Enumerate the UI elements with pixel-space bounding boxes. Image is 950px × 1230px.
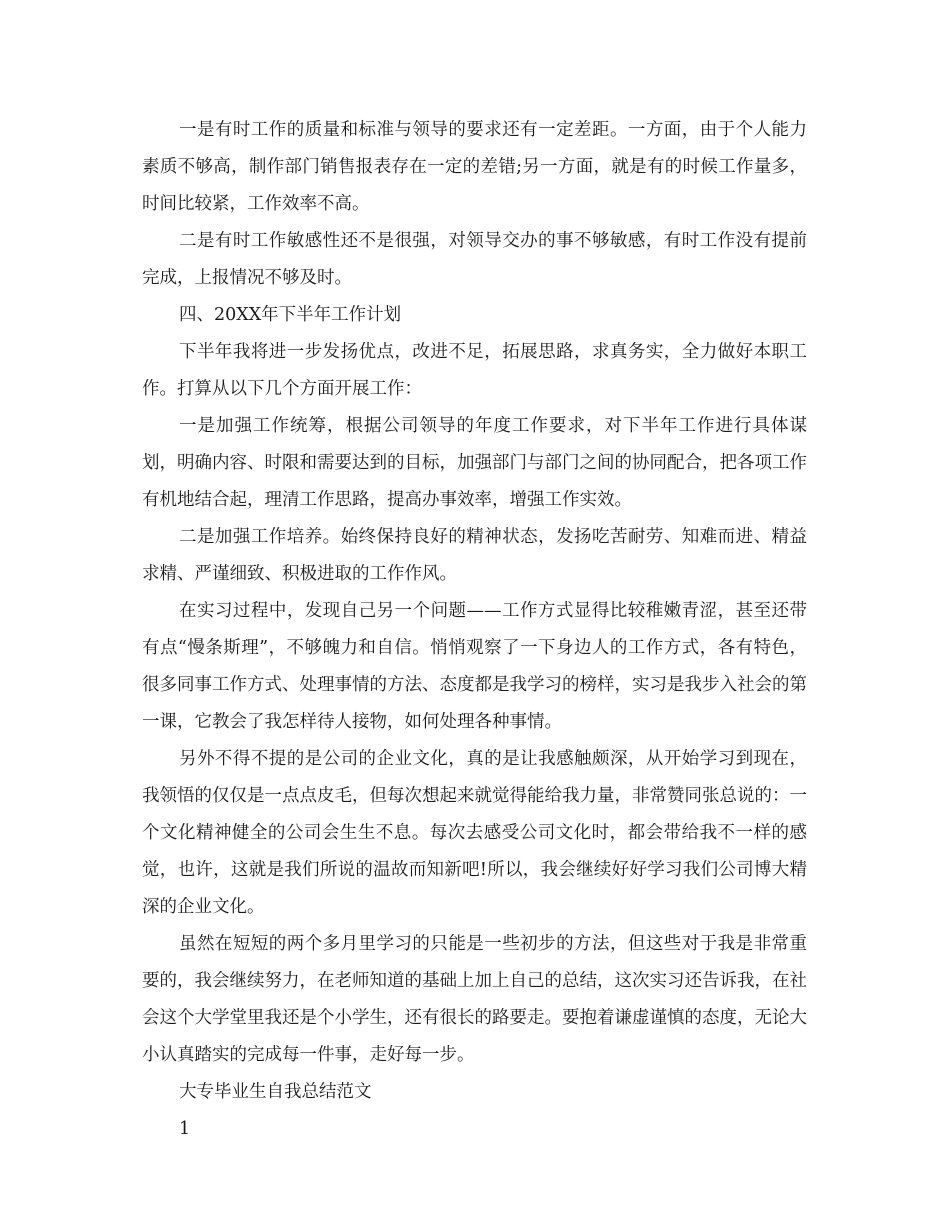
paragraph-shortcomings-1: 一是有时工作的质量和标准与领导的要求还有一定差距。一方面，由于个人能力素质不够高，制作部门销售报表存在一定的差错;另一方面，就是有的时候工作量多，时间比较紧，工作效率不高。 (142, 120, 807, 214)
paragraph-conclusion: 虽然在短短的两个多月里学习的只能是一些初步的方法，但这些对于我是非常重要的，我会继续努力，在老师知道的基础上加上自己的总结，这次实习还告诉我，在社会这个大学堂里我还是个小学生，还有很长的路要走。要抱着谦虚谨慎的态度，无论大小认真踏实的完成每一件事，走好每一步。 (142, 934, 807, 1065)
paragraph-plan-2: 二是加强工作培养。始终保持良好的精神状态，发扬吃苦耐劳、知难而进、精益求精、严谨细致、积极进取的工作作风。 (142, 527, 807, 584)
sample-title: 大专毕业生自我总结范文 (179, 1082, 372, 1102)
section-heading-plan: 四、20XX年下半年工作计划 (179, 305, 402, 325)
document-body (142, 112, 807, 1148)
paragraph-culture: 另外不得不提的是公司的企业文化，真的是让我感触颇深，从开始学习到现在，我领悟的仅仅是一点点皮毛，但每次想起来就觉得能给我力量，非常赞同张总说的：一个文化精神健全的公司会生生不息。每次去感受公司文化时，都会带给我不一样的感觉，也许，这就是我们所说的温故而知新吧!所以，我会继续好好学习我们公司博大精深的企业文化。 (142, 749, 807, 917)
paragraph-shortcomings-2: 二是有时工作敏感性还不是很强，对领导交办的事不够敏感，有时工作没有提前完成，上报情况不够及时。 (142, 231, 807, 288)
paragraph-plan-intro: 下半年我将进一步发扬优点，改进不足，拓展思路，求真务实，全力做好本职工作。打算从以下几个方面开展工作： (142, 342, 807, 399)
page-number: 1 (179, 1119, 191, 1139)
paragraph-plan-1: 一是加强工作统筹，根据公司领导的年度工作要求，对下半年工作进行具体谋划，明确内容、时限和需要达到的目标，加强部门与部门之间的协同配合，把各项工作有机地结合起，理清工作思路，提高办事效率，增强工作实效。 (142, 416, 807, 510)
paragraph-internship: 在实习过程中，发现自己另一个问题——工作方式显得比较稚嫩青涩，甚至还带有点“慢条斯理”，不够魄力和自信。悄悄观察了一下身边人的工作方式，各有特色，很多同事工作方式、处理事情的方法、态度都是我学习的榜样，实习是我步入社会的第一课，它教会了我怎样待人接物，如何处理各种事情。 (142, 601, 807, 732)
